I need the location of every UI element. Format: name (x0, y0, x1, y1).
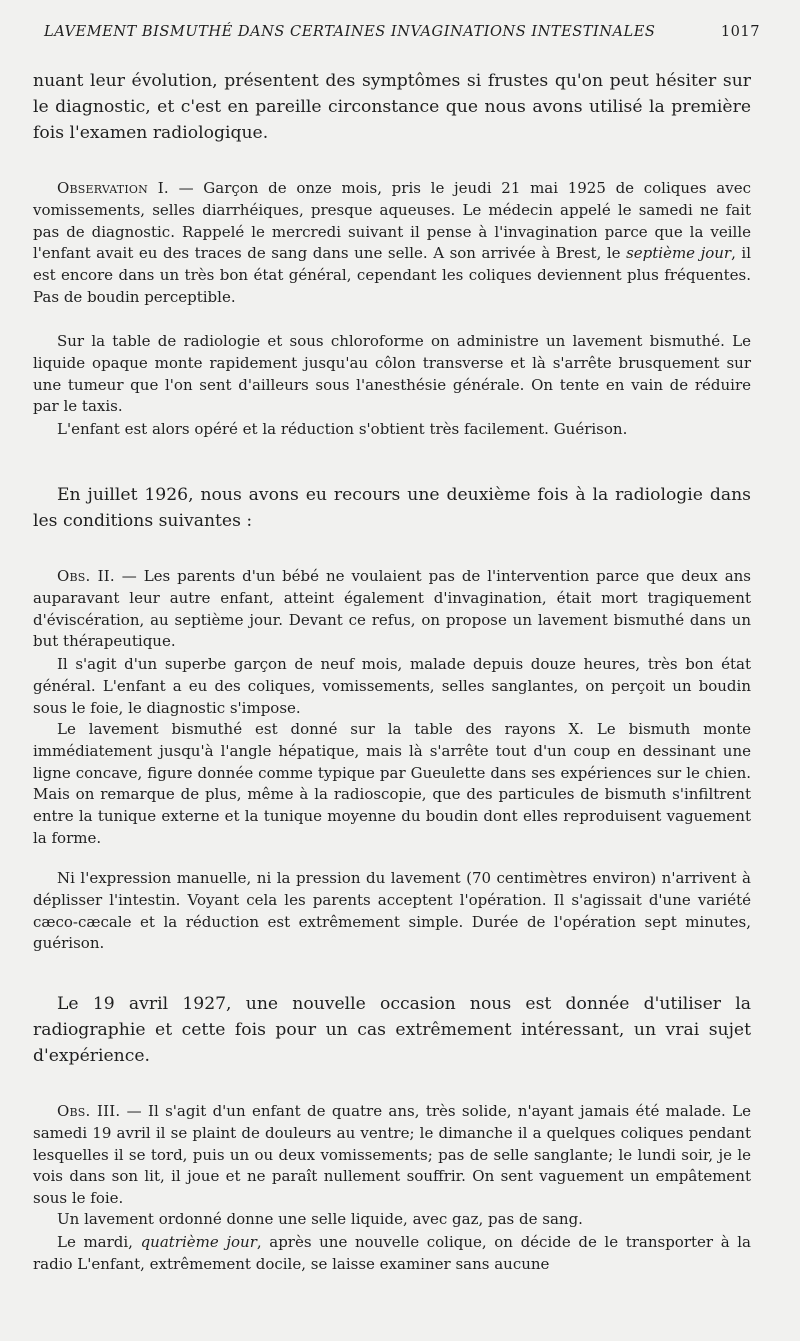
observation-2-paragraph-4: Ni l'expression manuelle, ni la pression du lavement (70 centimètres environ) n'arrivent à déplisser l'intestin. Voyant cela les parents acceptent l'opération. Il s'agissait d'une variété cæco-cæcale et la réduction est extrêmement simple. Durée de l'opération sept minutes, guérison. (33, 869, 751, 953)
observation-1-text-a: — Garçon de onze mois, pris le jeudi 21 mai 1925 de coliques avec vomissements, selles diarrhéiques, presque aqueuses. Le médecin appelé le samedi ne fait pas de diagnostic. Rappelé le mercredi suivant il pense à l'invagination parce que la veille l'enfant avait eu des traces de sang dans une selle. A son arrivée à Brest, le (33, 179, 751, 263)
observation-1-text-b: , il est encore dans un très bon état général, cependant les coliques deviennent plus fréquentes. Pas de boudin perceptible. (33, 244, 751, 306)
observation-3-paragraph-2: Un lavement ordonné donne une selle liquide, avec gaz, pas de sang. (57, 1210, 583, 1228)
observation-3-paragraph-3 (33, 1232, 751, 1276)
observation-3-emphasis: quatrième jour (140, 1233, 257, 1251)
running-head (44, 23, 760, 47)
april-1927-paragraph: Le 19 avril 1927, une nouvelle occasion nous est donnée d'utiliser la radiographie et cette fois pour un cas extrêmement intéressant, un vrai sujet d'expérience. (33, 994, 751, 1066)
observation-3-text: — Il s'agit d'un enfant de quatre ans, très solide, n'ayant jamais été malade. Le samedi 19 avril il se plaint de douleurs au ventre; le dimanche il a quelques coliques pendant lesquelles il se tord, puis un ou deux vomissements; pas de selle sanglante; le lundi soir, je le vois dans son lit, il joue et ne paraît nullement souffrir. On sent vaguement un empâtement sous le foie. (33, 1102, 751, 1208)
intro-paragraph: nuant leur évolution, présentent des symptômes si frustes qu'on peut hésiter sur le diagnostic, et c'est en pareille circonstance que nous avons utilisé la première fois l'examen radiologique. (33, 71, 751, 143)
observation-2-paragraph (33, 566, 751, 653)
observation-3-paragraph (33, 1101, 751, 1210)
observation-1-paragraph-2: Sur la table de radiologie et sous chloroforme on administre un lavement bismuthé. Le liquide opaque monte rapidement jusqu'au côlon transverse et là s'arrête brusquement sur une tumeur que l'on sent d'ailleurs sous l'anesthésie générale. On tente en vain de réduire par le taxis. (33, 332, 751, 416)
running-title: LAVEMENT BISMUTHÉ DANS CERTAINES INVAGINATIONS INTESTINALES (44, 23, 656, 40)
observation-2-paragraph-3: Le lavement bismuthé est donné sur la table des rayons X. Le bismuth monte immédiatement jusqu'à l'angle hépatique, mais là s'arrête tout d'un coup en dessinant une ligne concave, figure donnée comme typique par Gueulette dans ses expériences sur le chien. Mais on remarque de plus, même à la radioscopie, que des particules de bismuth s'infiltrent entre la tunique externe et la tunique moyenne du boudin dont elles reproduisent vaguement la forme. (33, 720, 751, 847)
observation-1-label: Observation I. (57, 179, 169, 197)
july-1926-paragraph: En juillet 1926, nous avons eu recours une deuxième fois à la radiologie dans les conditions suivantes : (33, 485, 751, 531)
observation-1-emphasis: septième jour (626, 244, 732, 263)
observation-2-paragraph-2: Il s'agit d'un superbe garçon de neuf mois, malade depuis douze heures, très bon état général. L'enfant a eu des coliques, vomissements, selles sanglantes, on perçoit un boudin sous le foie, le diagnostic s'impose. (33, 655, 751, 717)
observation-3-text-a: Le mardi, (57, 1233, 141, 1251)
page-number: 1017 (720, 23, 760, 40)
observation-2-label: Obs. II. (57, 567, 115, 585)
observation-1-paragraph-3: L'enfant est alors opéré et la réduction s'obtient très facilement. Guérison. (57, 420, 628, 438)
observation-3-label: Obs. III. (57, 1102, 121, 1120)
observation-2-text: — Les parents d'un bébé ne voulaient pas de l'intervention parce que deux ans auparavant leur autre enfant, atteint également d'invagination, était mort tragiquement d'éviscération, au septième jour. Devant ce refus, on propose un lavement bismuthé dans un but thérapeutique. (33, 567, 751, 651)
observation-1-paragraph (33, 178, 751, 309)
observation-3-text-b: , après une nouvelle colique, on décide de le transporter à la radio L'enfant, extrêmement docile, se laisse examiner sans aucune (33, 1233, 751, 1273)
